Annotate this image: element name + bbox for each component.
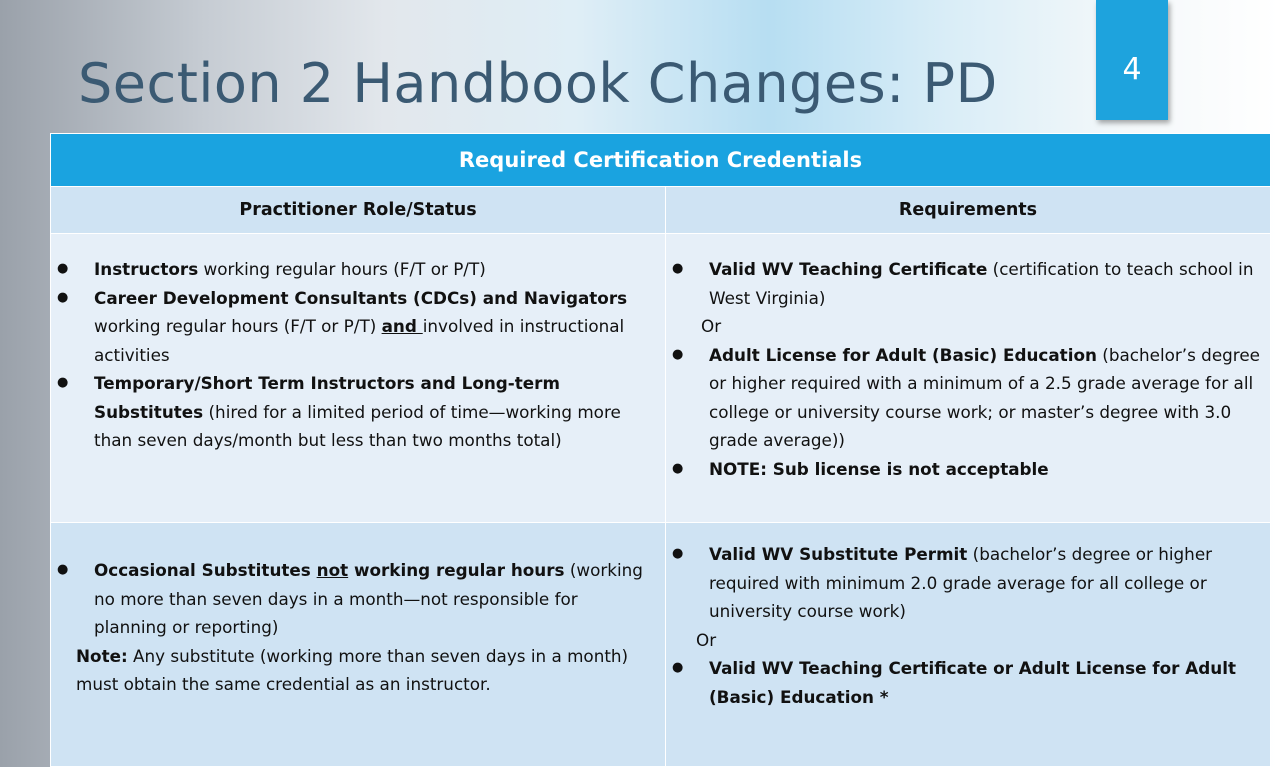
requirement-detail: (bachelor’s degree or higher required with minimum 2.0 grade average for all college or university course work) [709,544,1213,621]
list-item [666,654,1264,711]
role-detail: involved in instructional activities [94,316,625,365]
role-detail: (hired for a limited period of time—working more than seven days/month but less than two months total) [94,401,621,450]
bullet-icon: ● [672,546,684,561]
substitute-note [51,642,655,699]
role-detail: (working no more than seven days in a month—not responsible for planning or reporting) [94,560,643,637]
or-separator: Or [696,629,717,650]
bullet-icon: ● [672,261,684,276]
credentials-table [50,133,1271,767]
requirement-note: NOTE: Sub license is not acceptable [709,458,1049,479]
role-name: Career Development Consultants (CDCs) and Navigators [94,287,628,308]
emphasis-not: not [316,560,349,580]
emphasis-and: and [381,316,423,336]
role-name: Instructors [94,259,199,279]
role-name: working regular hours [348,560,565,580]
role-detail: working regular hours (F/T or P/T) [198,259,486,279]
list-item [666,255,1260,312]
note-text: Any substitute (working more than seven days in a month) must obtain the same credential as an instructor. [76,645,629,694]
table-caption: Required Certification Credentials [51,134,1271,187]
list-item [51,255,655,284]
or-separator: Or [701,316,722,336]
requirement-name: Adult License for Adult (Basic) Education [709,344,1097,365]
bullet-icon: ● [57,562,69,577]
list-item [666,341,1260,455]
list-item [51,284,655,370]
role-cell [51,234,666,523]
requirements-cell [666,234,1271,523]
slide-number-badge [1096,0,1168,120]
role-detail: working regular hours (F/T or P/T) [94,316,382,336]
slide-number: 4 [1122,52,1142,87]
bullet-icon: ● [672,346,684,362]
requirement-name: Valid WV Substitute Permit [709,544,968,564]
table-row [51,234,1271,523]
list-item [51,556,655,642]
column-header-requirements: Requirements [666,187,1271,234]
bullet-icon: ● [57,261,69,276]
bullet-icon: ● [672,460,684,476]
list-item [666,455,1260,484]
role-name: Occasional Substitutes [94,560,317,580]
requirement-name: Valid WV Teaching Certificate or Adult License for Adult (Basic) Education * [709,658,1236,707]
list-item [51,369,655,455]
requirement-detail: (certification to teach school in West Virginia) [709,259,1254,308]
note-label: Note: [76,645,128,666]
column-header-role: Practitioner Role/Status [51,187,666,234]
list-item [666,540,1264,626]
page-title: Section 2 Handbook Changes: PD [78,52,998,115]
requirement-name: Valid WV Teaching Certificate [709,259,988,279]
role-name: Temporary/Short Term Instructors and Long-term Substitutes [94,373,560,422]
bullet-icon: ● [57,375,69,390]
table-row [51,523,1271,767]
bullet-icon: ● [672,660,684,675]
requirement-detail: (bachelor’s degree or higher required with a minimum of a 2.5 grade average for all college or university course work; or master’s degree with 3.0 grade average)) [709,344,1260,450]
requirements-cell [666,523,1271,767]
bullet-icon: ● [57,289,69,305]
role-cell [51,523,666,767]
